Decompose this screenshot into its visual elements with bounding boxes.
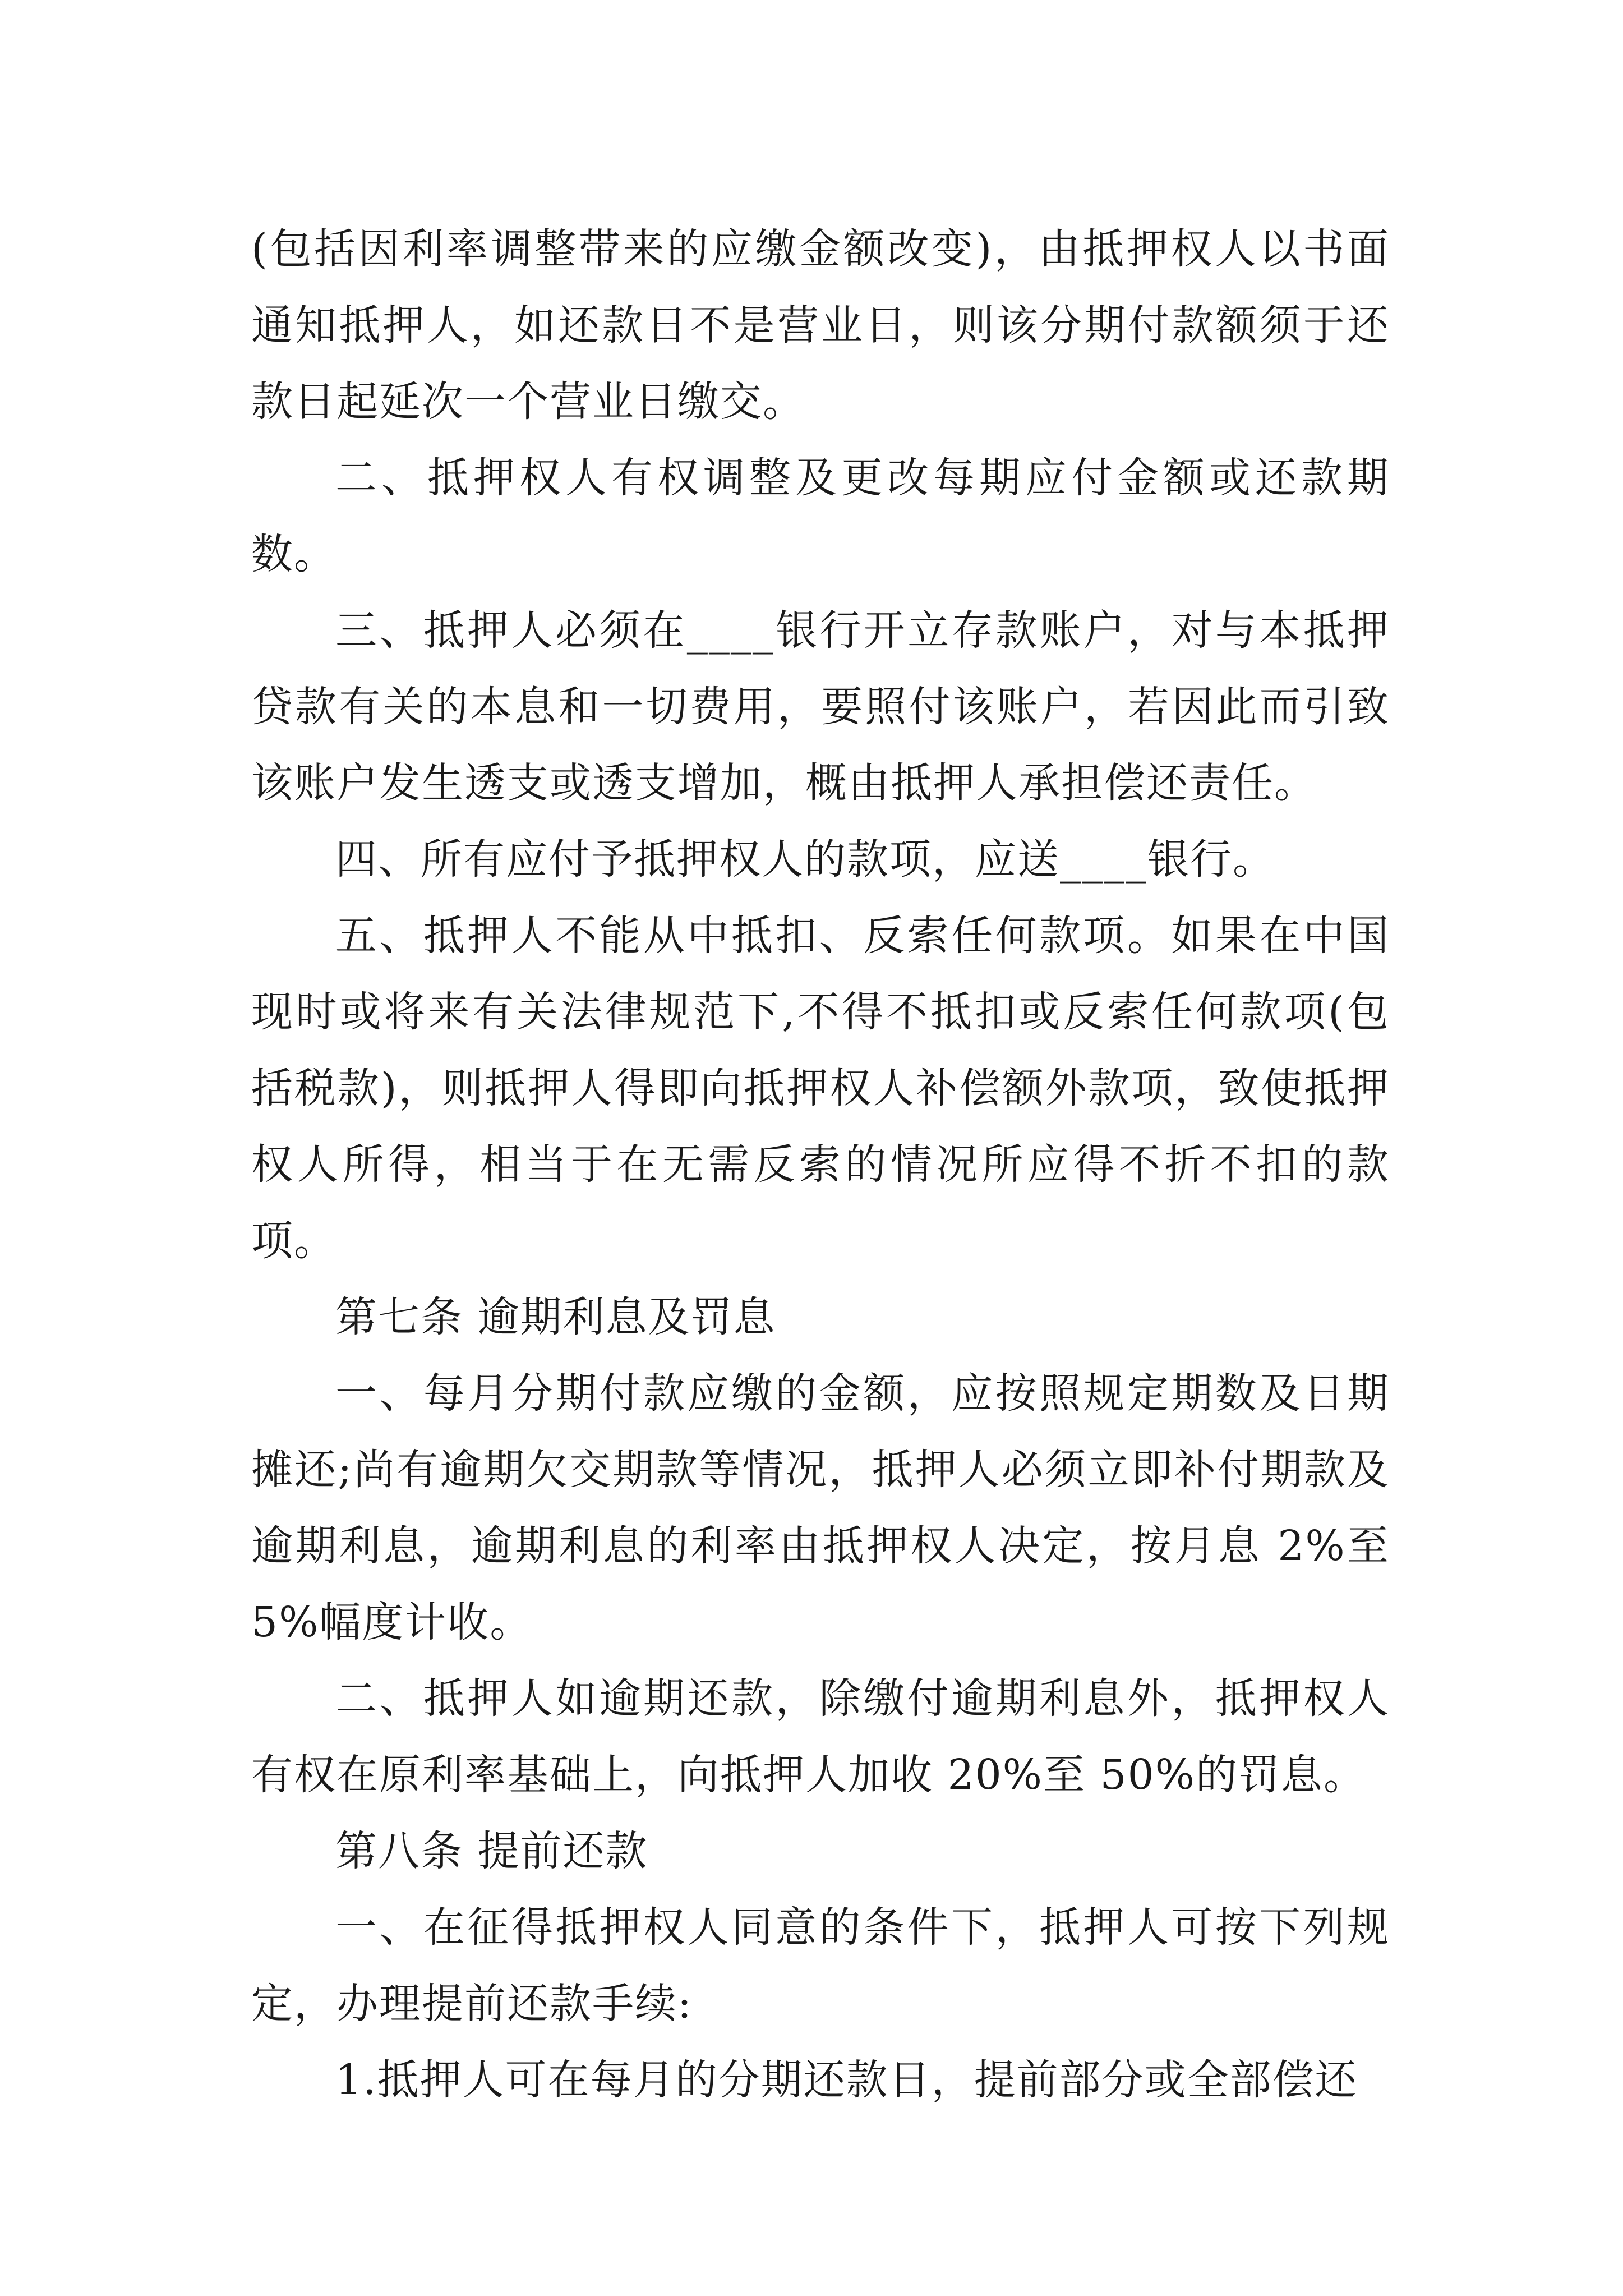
paragraph-article-7-clause-1: 一、每月分期付款应缴的金额，应按照规定期数及日期摊还;尚有逾期欠交期款等情况，抵押人必须立即补付期款及逾期利息，逾期利息的利率由抵押权人决定，按月息 2%至 5%幅度计收。 [251,1369,1390,1646]
paragraph-clause-4: 四、所有应付予抵押权人的款项，应送____银行。 [335,835,1275,884]
paragraph-article-8-item-1: 1.抵押人可在每月的分期还款日，提前部分或全部偿还 [335,2056,1358,2104]
article-7-heading: 第七条 逾期利息及罚息 [335,1293,776,1341]
document-body [251,211,1390,2118]
article-8-heading: 第八条 提前还款 [335,1827,648,1875]
paragraph-clause-5: 五、抵押人不能从中抵扣、反索任何款项。如果在中国现时或将来有关法律规范下,不得不抵扣或反索任何款项(包括税款)，则抵押人得即向抵押权人补偿额外款项，致使抵押权人所得，相当于在无需反索的情况所应得不折不扣的款项。 [251,912,1390,1265]
paragraph-article-7-clause-2: 二、抵押人如逾期还款，除缴付逾期利息外，抵押权人有权在原利率基础上，向抵押人加收 20%至 50%的罚息。 [251,1674,1390,1799]
paragraph-clause-2: 二、抵押权人有权调整及更改每期应付金额或还款期数。 [251,454,1390,578]
paragraph-continuation: (包括因利率调整带来的应缴金额改变)，由抵押权人以书面通知抵押人，如还款日不是营业日，则该分期付款额须于还款日起延次一个营业日缴交。 [251,225,1390,426]
paragraph-article-8-clause-1: 一、在征得抵押权人同意的条件下，抵押人可按下列规定，办理提前还款手续: [251,1903,1390,2028]
paragraph-clause-3: 三、抵押人必须在____银行开立存款账户，对与本抵押贷款有关的本息和一切费用，要照付该账户，若因此而引致该账户发生透支或透支增加，概由抵押人承担偿还责任。 [251,606,1390,807]
